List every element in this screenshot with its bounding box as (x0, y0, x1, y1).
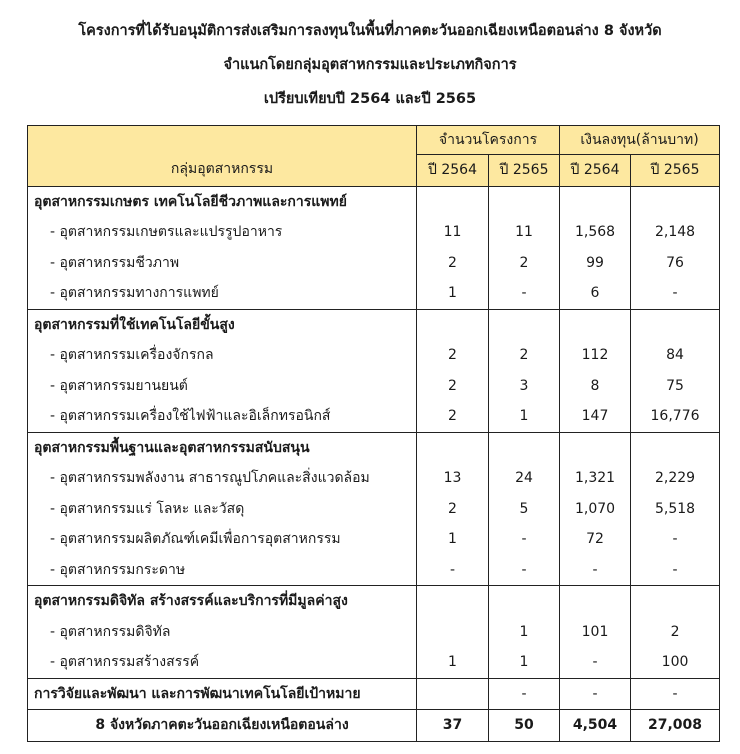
cell-p2565: - (489, 555, 560, 586)
cell-i2565: - (631, 555, 720, 586)
item-name: - อุตสาหกรรมกระดาษ (28, 555, 417, 586)
header-investment: เงินลงทุน(ล้านบาท) (560, 126, 720, 155)
cell-i2564: 101 (560, 617, 631, 648)
cell-i2564: 6 (560, 278, 631, 309)
cell-i2564: 1,321 (560, 463, 631, 494)
item-name: - อุตสาหกรรมพลังงาน สาธารณูปโภคและสิ่งแวดล้อม (28, 463, 417, 494)
header-category: กลุ่มอุตสาหกรรม (28, 126, 417, 187)
cell-p2564: 1 (417, 278, 489, 309)
cell-i2565: - (631, 524, 720, 555)
cell-p2564: 2 (417, 371, 489, 402)
total-p2564: 37 (417, 710, 489, 742)
cell-p2565: - (489, 678, 560, 710)
cell-p2564: 1 (417, 647, 489, 678)
group-name: อุตสาหกรรมดิจิทัล สร้างสรรค์และบริการที่มีมูลค่าสูง (28, 586, 417, 617)
cell-p2565: 2 (489, 340, 560, 371)
cell-p2565 (489, 432, 560, 463)
cell-i2564: 99 (560, 248, 631, 279)
cell-p2564: 11 (417, 217, 489, 248)
item-name: - อุตสาหกรรมผลิตภัณฑ์เคมีเพื่อการอุตสาหกรรม (28, 524, 417, 555)
cell-i2564: 147 (560, 401, 631, 432)
cell-i2564: - (560, 555, 631, 586)
item-name: - อุตสาหกรรมดิจิทัล (28, 617, 417, 648)
total-p2565: 50 (489, 710, 560, 742)
group-name: การวิจัยและพัฒนา และการพัฒนาเทคโนโลยีเป้าหมาย (28, 678, 417, 710)
title-line-2: จำแนกโดยกลุ่มอุตสาหกรรมและประเภทกิจการ (223, 57, 517, 73)
header-investment-2565: ปี 2565 (631, 155, 720, 187)
cell-i2565: - (631, 278, 720, 309)
cell-p2564: 2 (417, 494, 489, 525)
item-name: - อุตสาหกรรมเครื่องจักรกล (28, 340, 417, 371)
cell-p2564 (417, 432, 489, 463)
table-row (28, 278, 720, 309)
cell-i2565 (631, 186, 720, 217)
cell-p2564: 2 (417, 401, 489, 432)
header-projects: จำนวนโครงการ (417, 126, 560, 155)
total-row (28, 710, 720, 742)
cell-p2564: 2 (417, 248, 489, 279)
cell-i2564: - (560, 647, 631, 678)
cell-i2564: 72 (560, 524, 631, 555)
cell-i2564: 1,070 (560, 494, 631, 525)
cell-p2564: 13 (417, 463, 489, 494)
cell-i2565: 100 (631, 647, 720, 678)
cell-p2565 (489, 186, 560, 217)
group-row (28, 186, 720, 217)
cell-p2565: 2 (489, 248, 560, 279)
total-i2565: 27,008 (631, 710, 720, 742)
cell-i2564: 8 (560, 371, 631, 402)
cell-i2565: 84 (631, 340, 720, 371)
group-row (28, 309, 720, 340)
cell-i2565 (631, 432, 720, 463)
table-row (28, 463, 720, 494)
table-row (28, 371, 720, 402)
total-i2564: 4,504 (560, 710, 631, 742)
cell-i2564: 112 (560, 340, 631, 371)
cell-p2565: 3 (489, 371, 560, 402)
cell-i2564: 1,568 (560, 217, 631, 248)
item-name: - อุตสาหกรรมเกษตรและแปรรูปอาหาร (28, 217, 417, 248)
item-name: - อุตสาหกรรมแร่ โลหะ และวัสดุ (28, 494, 417, 525)
group-row (28, 432, 720, 463)
group-row (28, 586, 720, 617)
cell-i2565: 16,776 (631, 401, 720, 432)
header-projects-2564: ปี 2564 (417, 155, 489, 187)
cell-p2564 (417, 617, 489, 648)
cell-p2564: - (417, 555, 489, 586)
cell-p2565: 5 (489, 494, 560, 525)
cell-i2565 (631, 309, 720, 340)
cell-p2564: 2 (417, 340, 489, 371)
cell-p2565: - (489, 524, 560, 555)
group-name: อุตสาหกรรมที่ใช้เทคโนโลยีขั้นสูง (28, 309, 417, 340)
group-name: อุตสาหกรรมเกษตร เทคโนโลยีชีวภาพและการแพทย์ (28, 186, 417, 217)
cell-i2565: 75 (631, 371, 720, 402)
cell-p2565: 1 (489, 647, 560, 678)
table-row (28, 524, 720, 555)
cell-i2565 (631, 586, 720, 617)
item-name: - อุตสาหกรรมทางการแพทย์ (28, 278, 417, 309)
cell-i2565: 5,518 (631, 494, 720, 525)
cell-p2565: 1 (489, 401, 560, 432)
header-projects-2565: ปี 2565 (489, 155, 560, 187)
cell-i2565: 76 (631, 248, 720, 279)
group-name: อุตสาหกรรมพื้นฐานและอุตสาหกรรมสนับสนุน (28, 432, 417, 463)
item-name: - อุตสาหกรรมเครื่องใช้ไฟฟ้าและอิเล็กทรอนิกส์ (28, 401, 417, 432)
item-name: - อุตสาหกรรมชีวภาพ (28, 248, 417, 279)
cell-p2564: 1 (417, 524, 489, 555)
investment-table (27, 125, 720, 742)
report-title (0, 14, 740, 116)
cell-i2564 (560, 586, 631, 617)
group-row (28, 678, 720, 710)
cell-p2564 (417, 309, 489, 340)
cell-i2564 (560, 186, 631, 217)
table-row (28, 555, 720, 586)
cell-p2565: - (489, 278, 560, 309)
table-row (28, 248, 720, 279)
item-name: - อุตสาหกรรมยานยนต์ (28, 371, 417, 402)
table-row (28, 647, 720, 678)
cell-p2565: 11 (489, 217, 560, 248)
cell-i2565: 2,229 (631, 463, 720, 494)
cell-i2564 (560, 309, 631, 340)
cell-i2565: 2 (631, 617, 720, 648)
table-row (28, 217, 720, 248)
table-row (28, 340, 720, 371)
cell-p2565 (489, 586, 560, 617)
cell-i2565: 2,148 (631, 217, 720, 248)
cell-p2564 (417, 586, 489, 617)
cell-p2564 (417, 678, 489, 710)
header-investment-2564: ปี 2564 (560, 155, 631, 187)
cell-i2564 (560, 432, 631, 463)
cell-i2564: - (560, 678, 631, 710)
cell-p2565 (489, 309, 560, 340)
cell-i2565: - (631, 678, 720, 710)
table-row (28, 494, 720, 525)
cell-p2564 (417, 186, 489, 217)
title-line-3: เปรียบเทียบปี 2564 และปี 2565 (263, 91, 477, 107)
cell-p2565: 1 (489, 617, 560, 648)
cell-p2565: 24 (489, 463, 560, 494)
table-row (28, 617, 720, 648)
title-line-1: โครงการที่ได้รับอนุมัติการส่งเสริมการลงทุนในพื้นที่ภาคตะวันออกเฉียงเหนือตอนล่าง 8 จังหวัด (78, 23, 662, 39)
item-name: - อุตสาหกรรมสร้างสรรค์ (28, 647, 417, 678)
total-label: 8 จังหวัดภาคตะวันออกเฉียงเหนือตอนล่าง (28, 710, 417, 742)
table-row (28, 401, 720, 432)
